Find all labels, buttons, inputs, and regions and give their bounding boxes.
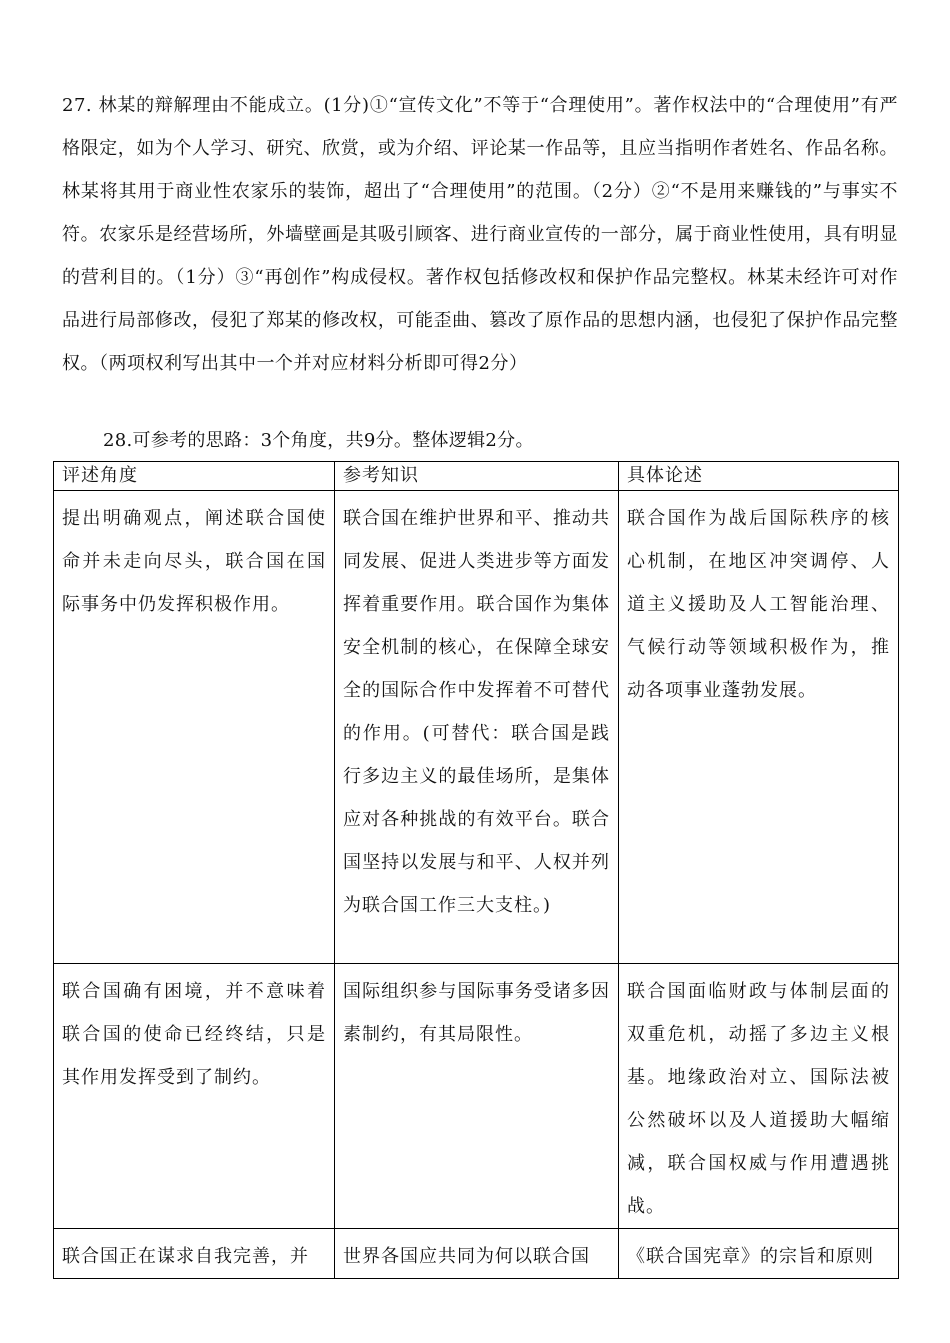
table-cell: 联合国在维护世界和平、推动共同发展、促进人类进步等方面发挥着重要作用。联合国作为集体安全机制的核心，在保障全球安全的国际合作中发挥着不可替代的作用。(可替代：联合国是践行多边主义的最佳场所，是集体应对各种挑战的有效平台。联合国坚持以发展与和平、人权并列为联合国工作三大支柱。): [335, 491, 619, 964]
table-cell: 国际组织参与国际事务受诸多因素制约，有其局限性。: [335, 964, 619, 1229]
table-cell: 联合国正在谋求自我完善，并: [54, 1229, 335, 1279]
table-cell: 《联合国宪章》的宗旨和原则: [619, 1229, 899, 1279]
table-row: [54, 1229, 899, 1279]
question-28-table: [53, 461, 899, 1279]
table-cell: 联合国确有困境，并不意味着联合国的使命已经终结，只是其作用发挥受到了制约。: [54, 964, 335, 1229]
table-row: [54, 491, 899, 964]
table-header-row: [54, 462, 899, 491]
question-27-answer: 27. 林某的辩解理由不能成立。(1分)①“宣传文化”不等于“合理使用”。著作权法中的“合理使用”有严格限定，如为个人学习、研究、欣赏，或为介绍、评论某一作品等，且应当指明作者姓名、作品名称。林某将其用于商业性农家乐的装饰，超出了“合理使用”的范围。（2分）②“不是用来赚钱的”与事实不符。农家乐是经营场所，外墙壁画是其吸引顾客、进行商业宣传的一部分，属于商业性使用，具有明显的营利目的。（1分）③“再创作”构成侵权。著作权包括修改权和保护作品完整权。林某未经许可对作品进行局部修改，侵犯了郑某的修改权，可能歪曲、篡改了原作品的思想内涵，也侵犯了保护作品完整权。（两项权利写出其中一个并对应材料分析即可得2分）: [62, 95, 898, 374]
table-cell: 提出明确观点，阐述联合国使命并未走向尽头，联合国在国际事务中仍发挥积极作用。: [54, 491, 335, 964]
header-argument: 具体论述: [619, 462, 899, 491]
header-angle: 评述角度: [54, 462, 335, 491]
table-cell: 联合国面临财政与体制层面的双重危机，动摇了多边主义根基。地缘政治对立、国际法被公然破坏以及人道援助大幅缩减，联合国权威与作用遭遇挑战。: [619, 964, 899, 1229]
header-knowledge: 参考知识: [335, 462, 619, 491]
table-row: [54, 964, 899, 1229]
question-28-intro: 28.可参考的思路：3个角度，共9分。整体逻辑2分。: [103, 430, 534, 451]
table-cell: 联合国作为战后国际秩序的核心机制，在地区冲突调停、人道主义援助及人工智能治理、气候行动等领域积极作为，推动各项事业蓬勃发展。: [619, 491, 899, 964]
table-cell: 世界各国应共同为何以联合国: [335, 1229, 619, 1279]
